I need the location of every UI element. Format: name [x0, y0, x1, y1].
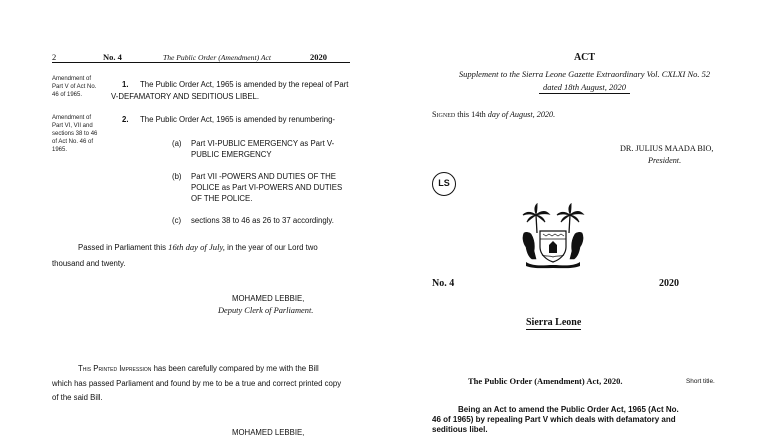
margin-note-section-1: Amendment of Part V of Act No. 46 of 1965.: [52, 76, 97, 98]
item-c-label: (c): [172, 216, 182, 225]
long-title-line3: seditious libel.: [432, 425, 488, 434]
section-1-text-line2: V-DEFAMATORY AND SEDITIOUS LIBEL.: [111, 92, 260, 101]
ls-seal-text: LS: [438, 178, 450, 188]
item-b-line2: POLICE as Part VI-POWERS AND DUTIES: [191, 183, 343, 192]
act-year: 2020: [659, 278, 679, 289]
signed-line: [432, 110, 555, 119]
header-rule: [52, 62, 350, 63]
long-title-line1: Being an Act to amend the Public Order Act, 1965 (Act No.: [458, 405, 679, 414]
certification-smallcaps: This Printed Impression: [78, 364, 152, 373]
certification-line1-rest: has been carefully compared by me with the Bill: [153, 364, 319, 373]
act-heading: ACT: [573, 52, 596, 63]
passed-line1: [78, 242, 318, 253]
item-b-label: (b): [172, 172, 182, 181]
coat-of-arms-emblem: [518, 203, 588, 269]
country-name: Sierra Leone: [526, 317, 582, 328]
passed-line1-end: in the year of our Lord two: [227, 243, 318, 252]
certification-line3: of the said Bill.: [52, 393, 103, 402]
short-title-margin-note: Short title.: [686, 378, 715, 385]
section-1-text-line1: The Public Order Act, 1965 is amended by the repeal of Part: [140, 80, 349, 89]
header-act-title: The Public Order (Amendment) Act: [163, 53, 271, 62]
signed-smallcaps: Signed: [432, 110, 456, 119]
bottom-signatory-name: MOHAMED LEBBIE,: [232, 428, 305, 437]
signatory-title: Deputy Clerk of Parliament.: [218, 306, 314, 315]
signed-italic: day of August, 2020.: [487, 110, 556, 119]
section-2-text-line1: The Public Order Act, 1965 is amended by renumbering-: [140, 115, 336, 124]
margin-note-section-2: Amendment of Part VI, VII and sections 38 to 46 of Act No. 46 of 1965.: [52, 115, 98, 153]
dated-text: dated 18th August, 2020: [539, 82, 630, 94]
long-title-line2: 46 of 1965) by repealing Part V which deals with defamatory and: [432, 415, 676, 424]
passed-line1-start: Passed in Parliament this: [78, 243, 166, 252]
act-number: No. 4: [432, 278, 455, 289]
header-year: 2020: [310, 52, 327, 62]
president-title: President.: [648, 156, 682, 165]
signed-mid: this 14th: [457, 110, 486, 119]
passed-line2: thousand and twenty.: [52, 259, 126, 268]
section-2-number: 2.: [122, 115, 129, 124]
dated-line: [432, 82, 737, 92]
item-b-line1: Part VII -POWERS AND DUTIES OF THE: [191, 172, 336, 181]
certification-line1: [78, 363, 319, 374]
page-number: 2: [52, 52, 57, 62]
item-a-line1: Part VI-PUBLIC EMERGENCY as Part V-: [191, 139, 335, 148]
item-c-line1: sections 38 to 46 as 26 to 37 accordingly.: [191, 216, 334, 225]
supplement-line: Supplement to the Sierra Leone Gazette Extraordinary Vol. CXLXI No. 52: [458, 69, 711, 79]
short-title-line: The Public Order (Amendment) Act, 2020.: [468, 376, 623, 386]
item-a-line2: PUBLIC EMERGENCY: [191, 150, 272, 159]
item-b-line3: OF THE POLICE.: [191, 194, 253, 203]
item-a-label: (a): [172, 139, 182, 148]
section-1-number: 1.: [122, 80, 129, 89]
certification-line2: which has passed Parliament and found by me to be a true and correct printed copy: [52, 379, 342, 388]
ls-seal: [432, 172, 456, 196]
right-page: [392, 0, 784, 441]
passed-line1-date: 16th day of July,: [168, 242, 225, 252]
header-act-no: No. 4: [103, 52, 122, 62]
president-name: DR. JULIUS MAADA BIO,: [620, 144, 714, 153]
signatory-name: MOHAMED LEBBIE,: [232, 294, 305, 303]
